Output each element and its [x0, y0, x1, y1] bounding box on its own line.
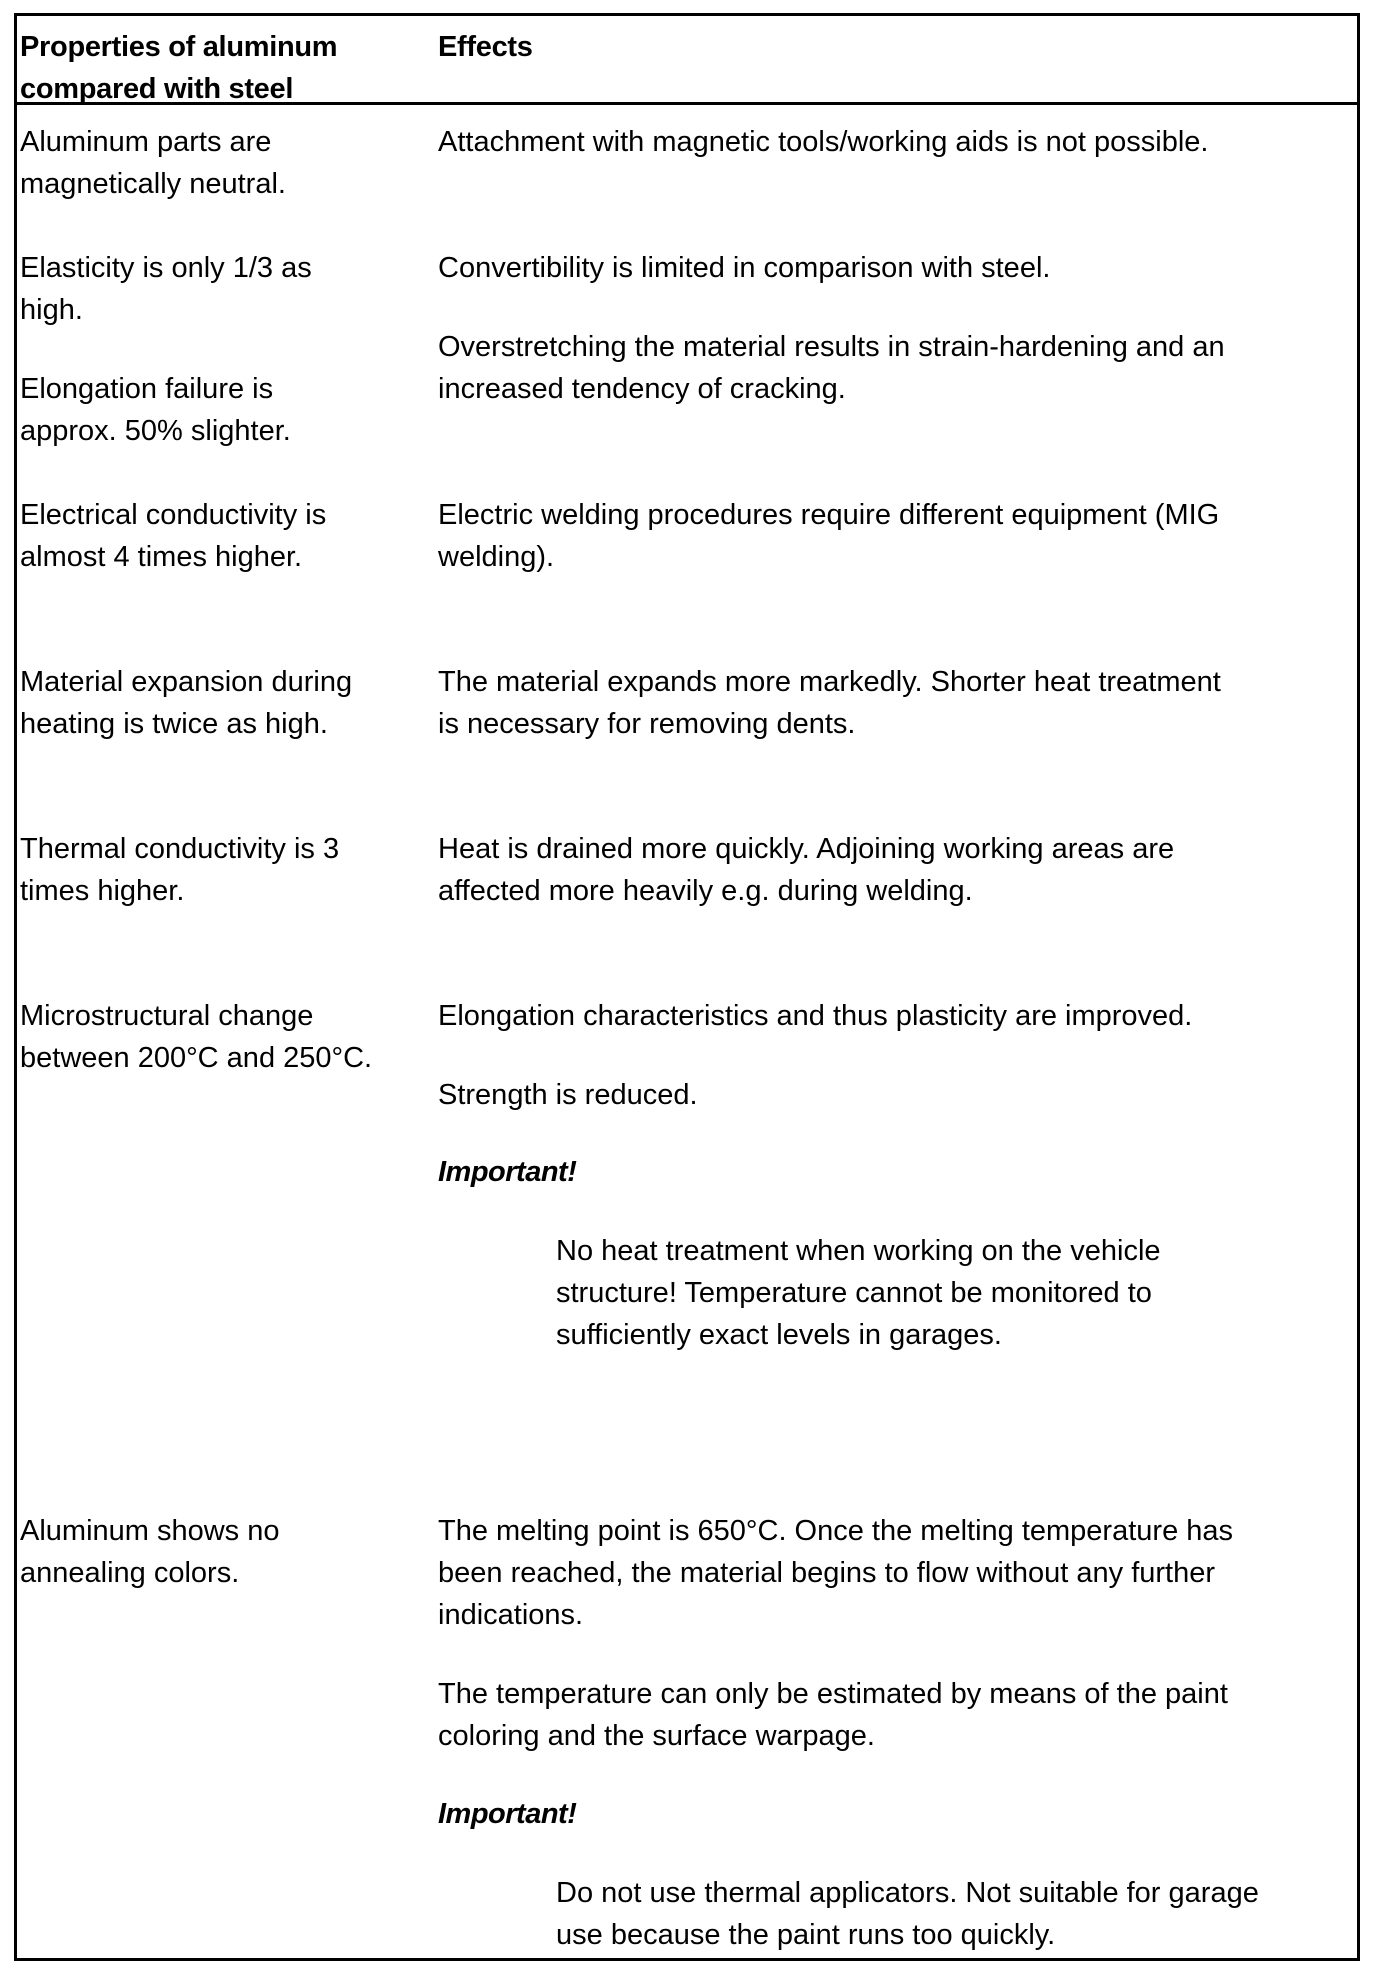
effect-annealing-melting: The melting point is 650°C. Once the melting temperature has been reached, the material begins to flow without any further indications.: [438, 1515, 1234, 1631]
effect-expansion: The material expands more markedly. Shorter heat treatment is necessary for removing dents.: [438, 666, 1221, 740]
header-properties: Properties of aluminum compared with steel: [20, 31, 338, 105]
property-thermal: Thermal conductivity is 3 times higher.: [20, 833, 340, 907]
effect-thermal: Heat is drained more quickly. Adjoining working areas are affected more heavily e.g. during welding.: [438, 833, 1175, 907]
properties-table: [14, 13, 1360, 1961]
effect-elongation: Overstretching the material results in strain-hardening and an increased tendency of cracking.: [438, 331, 1225, 405]
property-magnetic: Aluminum parts are magnetically neutral.: [20, 126, 286, 200]
effect-microstructure-plasticity: Elongation characteristics and thus plasticity are improved.: [438, 1000, 1193, 1032]
property-elasticity: Elasticity is only 1/3 as high.: [20, 252, 312, 326]
effect-elasticity: Convertibility is limited in comparison with steel.: [438, 252, 1051, 284]
effect-electrical: Electric welding procedures require different equipment (MIG welding).: [438, 499, 1220, 573]
property-electrical: Electrical conductivity is almost 4 times higher.: [20, 499, 327, 573]
important-note: Do not use thermal applicators. Not suitable for garage use because the paint runs too quickly.: [556, 1877, 1259, 1951]
table-header-row: [17, 16, 1357, 105]
property-elongation: Elongation failure is approx. 50% slighter.: [20, 373, 291, 447]
effect-magnetic: Attachment with magnetic tools/working aids is not possible.: [438, 126, 1209, 158]
property-expansion: Material expansion during heating is twice as high.: [20, 666, 353, 740]
important-label: Important!: [438, 1156, 577, 1188]
important-note: No heat treatment when working on the vehicle structure! Temperature cannot be monitored to sufficiently exact levels in garages.: [556, 1235, 1161, 1351]
property-microstructure: Microstructural change between 200°C and 250°C.: [20, 1000, 373, 1074]
property-annealing: Aluminum shows no annealing colors.: [20, 1515, 280, 1589]
effect-annealing-temperature: The temperature can only be estimated by means of the paint coloring and the surface warpage.: [438, 1678, 1228, 1752]
header-effects: Effects: [438, 31, 533, 63]
effect-microstructure-strength: Strength is reduced.: [438, 1079, 698, 1111]
important-label: Important!: [438, 1798, 577, 1830]
